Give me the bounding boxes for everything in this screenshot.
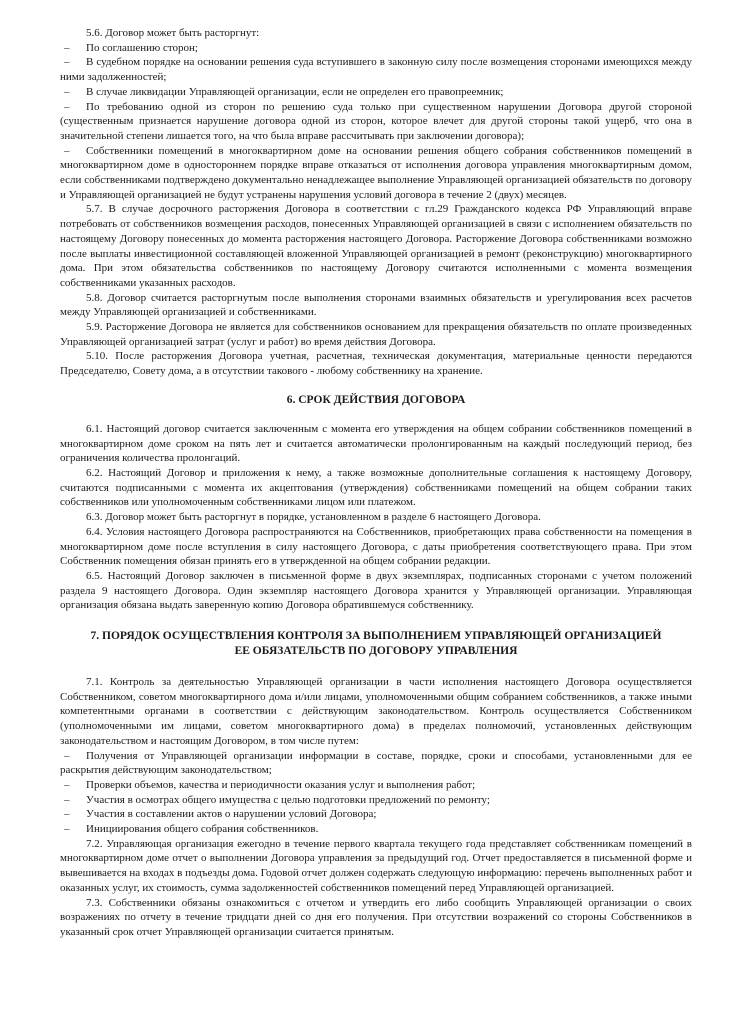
list-item-text: Инициирования общего собрания собственников.	[86, 823, 319, 836]
dash-marker: –	[64, 85, 70, 98]
list-item	[60, 822, 692, 837]
dash-marker: –	[64, 144, 70, 157]
dash-marker: –	[64, 41, 70, 54]
clause-5-8: 5.8. Договор считается расторгнутым после выполнения сторонами взаимных обязательств и урегулирования всех расчетов между Управляющей организацией и собственниками.	[60, 291, 692, 319]
dash-marker: –	[64, 778, 70, 791]
list-item-text: Участия в составлении актов о нарушении условий Договора;	[86, 808, 377, 821]
clause-6-4: 6.4. Условия настоящего Договора распространяются на Собственников, приобретающих права собственности на помещения в многоквартирном доме после вступления в силу настоящего Договора, с даты приобретения соответствующего права. При этом Собственник помещения обязан принять его в утвержденной на общем собрании редакции.	[60, 525, 692, 568]
clause-5-10: 5.10. После расторжения Договора учетная, расчетная, техническая документация, материальные ценности передаются Председателю, Совету дома, а в отсутствии такового - любому собственнику на хранение.	[60, 350, 692, 378]
clause-6-1: 6.1. Настоящий договор считается заключенным с момента его утверждения на общем собрании собственников помещений в многоквартирном доме сроком на пять лет и считается автоматически пролонгированным на каждый последующий период, без ограничения количества пролонгаций.	[60, 422, 692, 465]
list-item-text: В судебном порядке на основании решения суда вступившего в законную силу после возмещения сторонами имеющихся между ними задолженностей;	[60, 56, 692, 84]
section-6-heading: 6. СРОК ДЕЙСТВИЯ ДОГОВОРА	[286, 393, 466, 406]
clause-7-3: 7.3. Собственники обязаны ознакомиться с отчетом и утвердить его либо сообщить Управляющей организации о своих возражениях по отчету в течение тридцати дней со дня его получения. При отсутствии возражений со стороны Собственников в указанный срок отчет Управляющей организации считается принятым.	[60, 896, 692, 938]
list-item-text: Участия в осмотрах общего имущества с целью подготовки предложений по ремонту;	[86, 793, 490, 806]
list-item-text: По соглашению сторон;	[86, 41, 198, 54]
dash-marker: –	[64, 749, 70, 762]
section-7-heading-line-1: 7. ПОРЯДОК ОСУЩЕСТВЛЕНИЯ КОНТРОЛЯ ЗА ВЫПОЛНЕНИЕМ УПРАВЛЯЮЩЕЙ ОРГАНИЗАЦИЕЙ	[90, 630, 662, 643]
clause-6-3: 6.3. Договор может быть расторгнут в порядке, установленном в разделе 6 настоящего Договора.	[86, 511, 541, 524]
list-item	[60, 144, 692, 203]
list-item	[60, 100, 692, 144]
clause-5-9: 5.9. Расторжение Договора не является для собственников основанием для прекращения обязательств по оплате произведенных Управляющей организацией затрат (услуг и работ) во время действия Договора.	[60, 321, 692, 348]
list-item	[60, 749, 692, 778]
list-item-text: Получения от Управляющей организации информации в составе, порядке, сроки и способами, установленными для ее раскрытия действующим законодательством;	[60, 749, 692, 777]
dash-marker: –	[64, 808, 70, 821]
dash-marker: –	[64, 56, 70, 69]
clause-5-6: 5.6. Договор может быть расторгнут:	[86, 27, 260, 39]
clause-5-7: 5.7. В случае досрочного расторжения Договора в соответствии с гл.29 Гражданского кодекса РФ Управляющий вправе потребовать от собственников возмещения расходов, понесенных Управляющей организацией в связи с исполнением обязательств по настоящему Договору понесенных до момента расторжения настоящего Договора. Расторжение Договора собственниками возможно после выплаты инвестиционной составляющей вложенной Управляющей организацией в ремонт (реконструкцию) многоквартирного дома. При этом обязательства собственников по настоящему Договору считаются исполненными с момента возмещения собственниками указанных расходов.	[60, 203, 692, 289]
list-item	[60, 85, 692, 100]
list-item-text: Проверки объемов, качества и периодичности оказания услуг и выполнения работ;	[86, 778, 476, 791]
section-7-heading-line-2: ЕЕ ОБЯЗАТЕЛЬСТВ ПО ДОГОВОРУ УПРАВЛЕНИЯ	[234, 645, 518, 658]
list-item	[60, 778, 692, 793]
clause-6-5: 6.5. Настоящий Договор заключен в письменной форме в двух экземплярах, подписанных сторонами с учетом положений раздела 9 настоящего Договора. Один экземпляр настоящего Договора хранится у Управляющей организации. Управляющая организация обязана выдать заверенную копию Договора обратившемуся собственнику.	[60, 569, 692, 612]
dash-marker: –	[64, 823, 70, 836]
clause-7-1: 7.1. Контроль за деятельностью Управляющей организации в части исполнения настоящего Договора осуществляется Собственником, советом многоквартирного дома и/или лицами, уполномоченными общим собранием собственников, а также иными компетентными органами в соответствии с действующим законодательством. Контроль осуществляется Собственником (уполномоченными им лицами, советом многоквартирного дома) в пределах полномочий, установленных действующим законодательством и настоящим Договором, в том числе путем:	[60, 676, 692, 747]
list-item-text: Собственники помещений в многоквартирном доме на основании решения общего собрания собственников помещений в многоквартирном доме в одностороннем порядке вправе отказаться от исполнения договора управления многоквартирным домом, если собственниками подтверждено документально ненадлежащее выполнение Управляющей организацией обязательств по договору и Управляющей организацией не будут устранены нарушения условий договора в течение 2 (двух) месяцев.	[60, 144, 692, 201]
clause-6-2: 6.2. Настоящий Договор и приложения к нему, а также возможные дополнительные соглашения к настоящему Договору, считаются подписанными с момента их акцептования (утверждения) собственниками помещений на общем собрании таких собственников или уполномоченным собственниками лицом или платежом.	[60, 466, 692, 509]
clause-7-2: 7.2. Управляющая организация ежегодно в течение первого квартала текущего года представляет собственникам помещений в многоквартирном доме отчет о выполнении Договора управления за предыдущий год. Отчет предоставляется в письменной форме и вывешивается на входах в подъезды дома. Годовой отчет должен содержать следующую информацию: перечень выполненных работ и оказанных услуг, их стоимость, сумма задолженностей собственников помещений перед Управляющей организацией.	[60, 837, 692, 894]
list-item-text: По требованию одной из сторон по решению суда только при существенном нарушении Договора другой стороной (существенным признается нарушение договора одной из сторон, которое влечет для другой стороны такой ущерб, что она в значительной степени лишается того, на что была вправе рассчитывать при заключении договора);	[60, 100, 692, 142]
list-item	[60, 55, 692, 84]
list-item	[60, 807, 692, 822]
list-item	[60, 41, 692, 56]
list-item-text: В случае ликвидации Управляющей организации, если не определен его правопреемник;	[86, 85, 504, 98]
dash-marker: –	[64, 793, 70, 806]
list-item	[60, 793, 692, 808]
dash-marker: –	[64, 100, 70, 113]
